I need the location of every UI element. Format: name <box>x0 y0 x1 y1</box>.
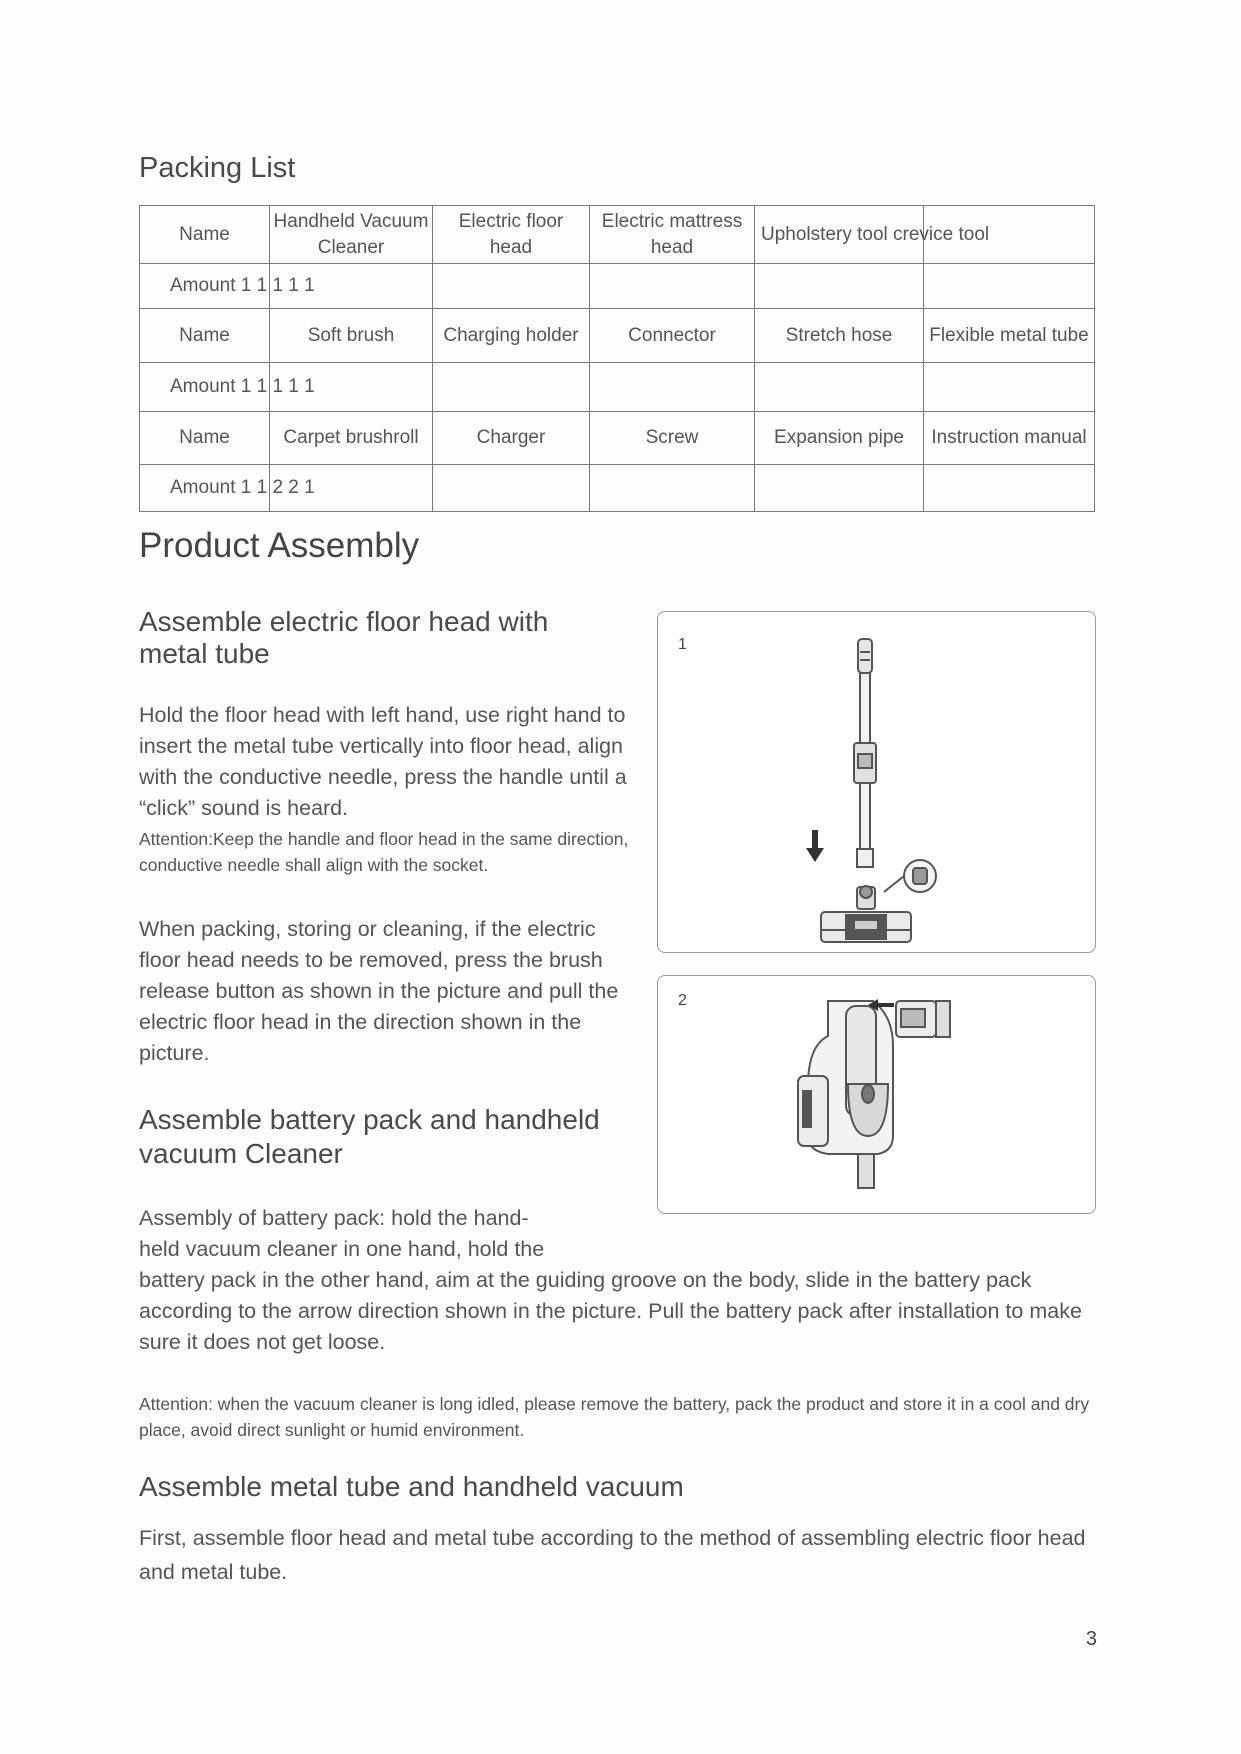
table-cell: Electric floor head <box>433 206 590 264</box>
table-cell: Flexible metal tube <box>924 309 1095 363</box>
arrow-left-icon <box>876 1003 894 1007</box>
table-cell <box>590 363 755 412</box>
figure-1 <box>657 611 1096 953</box>
table-cell <box>590 465 755 512</box>
table-cell: Amount 1 1 1 1 1 <box>140 264 270 309</box>
battery-text-line2: held vacuum cleaner in one hand, hold the <box>139 1237 545 1261</box>
table-cell: Amount 1 1 1 1 1 <box>140 363 270 412</box>
floor-head-heading: Assemble electric floor head with metal tube <box>139 606 549 669</box>
table-cell: Charging holder <box>433 309 590 363</box>
floor-head-step2: When packing, storing or cleaning, if the electric floor head needs to be removed, press the brush release button as shown in the picture and pull the electric floor head in the direction shown in the picture. <box>139 917 619 1065</box>
table-cell: Name <box>140 309 270 363</box>
table-cell: Screw <box>590 412 755 465</box>
metal-tube-text: First, assemble floor head and metal tube according to the method of assembling electric floor head and metal tube. <box>139 1526 1086 1584</box>
table-cell <box>924 363 1095 412</box>
battery-text-line1: Assembly of battery pack: hold the hand- <box>139 1206 529 1230</box>
table-row <box>140 363 1095 412</box>
table-cell <box>433 465 590 512</box>
figure-2-label: 2 <box>678 992 687 1009</box>
metal-tube-heading: Assemble metal tube and handheld vacuum <box>139 1471 684 1502</box>
battery-assembly-illustration <box>658 976 1095 1213</box>
battery-heading: Assemble battery pack and handheld vacuum Cleaner <box>139 1104 600 1169</box>
table-cell: Connector <box>590 309 755 363</box>
table-cell: Amount 1 1 2 2 1 <box>140 465 270 512</box>
table-cell: Name <box>140 412 270 465</box>
figure-2 <box>657 975 1096 1214</box>
table-row <box>140 465 1095 512</box>
table-row <box>140 264 1095 309</box>
floor-head-attention: Attention:Keep the handle and floor head in the same direction, conductive needle shall align with the socket. <box>139 829 629 875</box>
table-cell: Handheld Vacuum Cleaner <box>270 206 433 264</box>
table-cell: Name <box>140 206 270 264</box>
packing-list-table <box>139 205 1095 512</box>
table-cell: Expansion pipe <box>755 412 924 465</box>
table-cell: Instruction manual <box>924 412 1095 465</box>
table-cell: Upholstery tool crevice tool <box>755 206 924 264</box>
figure-1-label: 1 <box>678 636 687 653</box>
table-cell <box>433 264 590 309</box>
table-cell <box>590 264 755 309</box>
packing-list-title: Packing List <box>139 152 296 184</box>
table-cell <box>755 363 924 412</box>
table-cell <box>755 264 924 309</box>
table-cell <box>433 363 590 412</box>
table-cell: Soft brush <box>270 309 433 363</box>
table-cell <box>924 465 1095 512</box>
table-cell: Stretch hose <box>755 309 924 363</box>
product-assembly-title: Product Assembly <box>139 526 420 565</box>
table-cell: Charger <box>433 412 590 465</box>
arrow-down-icon <box>812 830 818 848</box>
table-row <box>140 206 1095 264</box>
battery-text-rest: battery pack in the other hand, aim at the guiding groove on the body, slide in the battery pack according to the arrow direction shown in the picture. Pull the battery pack after installation to make sure it does not get loose. <box>139 1268 1082 1354</box>
battery-attention: Attention: when the vacuum cleaner is long idled, please remove the battery, pack the product and store it in a cool and dry place, avoid direct sunlight or humid environment. <box>139 1394 1090 1440</box>
table-cell: Electric mattress head <box>590 206 755 264</box>
floor-head-step1: Hold the floor head with left hand, use right hand to insert the metal tube vertically into floor head, align with the conductive needle, press the handle until a “click” sound is heard. <box>139 703 627 820</box>
table-row <box>140 309 1095 363</box>
page-number: 3 <box>1085 1628 1097 1650</box>
table-cell <box>924 264 1095 309</box>
table-cell: Carpet brushroll <box>270 412 433 465</box>
floor-head-assembly-illustration <box>658 612 1095 952</box>
table-cell <box>755 465 924 512</box>
table-row <box>140 412 1095 465</box>
